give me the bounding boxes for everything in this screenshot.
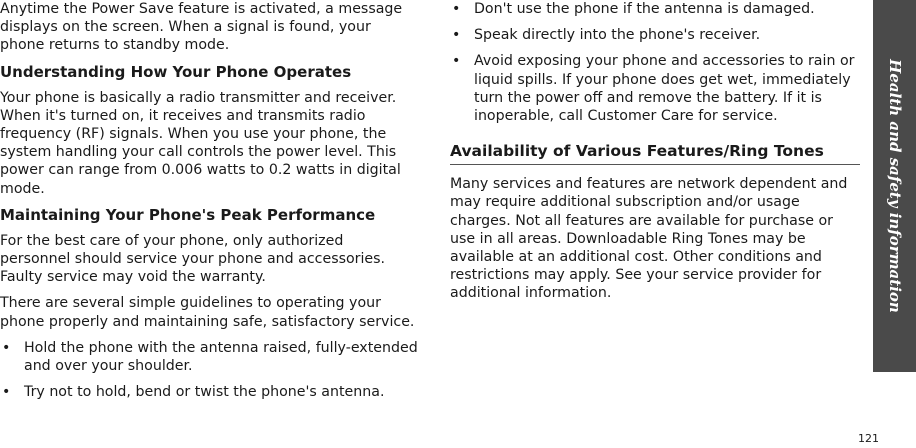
section-heading-ring-tones: Availability of Various Features/Ring Tones xyxy=(450,142,860,165)
side-tab xyxy=(873,0,916,372)
list-item xyxy=(0,383,418,401)
bullet-dot-icon: • xyxy=(2,384,11,401)
bullet-dot-icon: • xyxy=(452,53,461,70)
side-tab-label: Health and safety information xyxy=(885,59,904,313)
bullet-text: Don't use the phone if the antenna is damaged. xyxy=(474,1,815,17)
bullet-text: Try not to hold, bend or twist the phone's antenna. xyxy=(24,384,385,401)
bullet-dot-icon: • xyxy=(452,1,461,17)
list-item xyxy=(450,52,860,125)
bullet-text: Avoid exposing your phone and accessories to rain or liquid spills. If your phone does get wet, immediately turn the power off and remove the battery. If it is inoperable, call Customer Care for service. xyxy=(474,53,855,125)
bullet-text: Hold the phone with the antenna raised, fully-extended and over your shoulder. xyxy=(24,339,418,375)
right-bullet-list xyxy=(450,0,860,125)
list-item xyxy=(0,339,418,375)
operates-paragraph: Your phone is basically a radio transmitter and receiver. When it's turned on, it receives and transmits radio frequency (RF) signals. When you use your phone, the system handling your call controls the power level. This power can range from 0.006 watts to 0.2 watts in digital mode. xyxy=(0,89,401,197)
ring-tones-paragraph: Many services and features are network dependent and may require additional subscription and/or usage charges. Not all features are available for purchase or use in all areas. Downloadable Ring Tones may be available at an additional cost. Other conditions and restrictions may apply. See your service provider for additional information. xyxy=(450,176,848,302)
right-column xyxy=(450,0,860,303)
bullet-dot-icon: • xyxy=(452,27,461,44)
left-column xyxy=(0,0,418,409)
heading-phone-operates: Understanding How Your Phone Operates xyxy=(0,62,352,81)
page-number: 121 xyxy=(858,432,879,445)
list-item xyxy=(450,26,860,44)
bullet-text: Speak directly into the phone's receiver. xyxy=(474,27,761,44)
performance-paragraph-2: There are several simple guidelines to operating your phone properly and maintaining safe, satisfactory service. xyxy=(0,295,415,330)
left-bullet-list xyxy=(0,339,418,402)
intro-paragraph: Anytime the Power Save feature is activated, a message displays on the screen. When a signal is found, your phone returns to standby mode. xyxy=(0,1,403,54)
list-item xyxy=(450,0,860,18)
performance-paragraph-1: For the best care of your phone, only authorized personnel should service your phone and accessories. Faulty service may void the warranty. xyxy=(0,232,386,286)
bullet-dot-icon: • xyxy=(2,339,11,356)
heading-peak-performance: Maintaining Your Phone's Peak Performance xyxy=(0,205,376,224)
